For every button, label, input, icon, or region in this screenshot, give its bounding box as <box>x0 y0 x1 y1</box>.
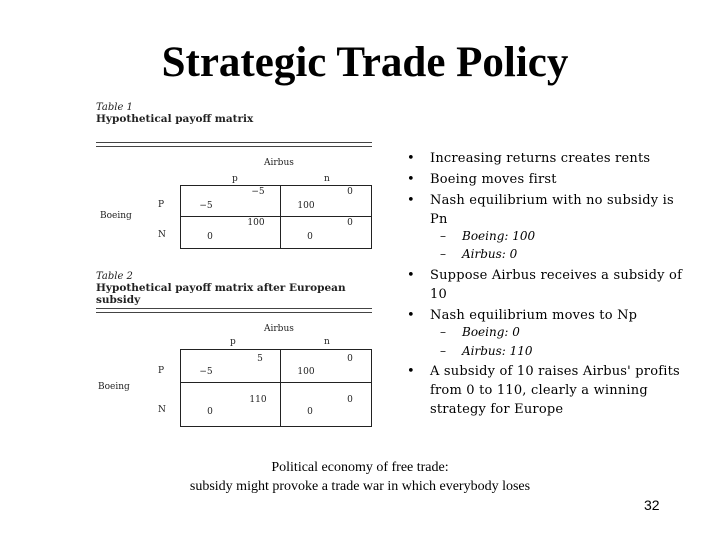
table-2-heading: Hypothetical payoff matrix after European subsidy <box>96 282 346 306</box>
table-1-rule <box>96 146 372 147</box>
payoff-table-2 <box>96 271 376 426</box>
footer-line-1: Political economy of free trade: <box>271 460 449 475</box>
table-2-cell: 5 <box>257 354 263 364</box>
table-2-col-p: p <box>230 337 236 347</box>
table-2-rule <box>96 308 372 309</box>
table-1-cell: −5 <box>199 201 213 211</box>
table-2-caption: Table 2 <box>96 271 133 282</box>
dash-icon: – <box>440 344 446 358</box>
page-number: 32 <box>644 497 660 513</box>
bullet-icon: • <box>407 308 415 323</box>
footer-line-2: subsidy might provoke a trade war in which everybody loses <box>189 479 531 494</box>
sub-bullet-text: Airbus: 0 <box>462 247 518 261</box>
payoff-table-1 <box>96 102 376 248</box>
table-2-cell: 0 <box>347 395 353 405</box>
footer-note <box>140 458 580 496</box>
bullet-text: A subsidy of 10 raises Airbus' profits from 0 to 110, clearly a winning strategy for Europe <box>430 364 680 417</box>
table-1-cell: −5 <box>251 187 265 197</box>
table-1-col-player: Airbus <box>264 158 294 168</box>
table-1-caption: Table 1 <box>96 102 133 113</box>
table-1-heading: Hypothetical payoff matrix <box>96 113 254 125</box>
bullet-text: Suppose Airbus receives a subsidy of 10 <box>430 268 683 302</box>
table-1-grid-line <box>180 216 371 217</box>
slide-title: Strategic Trade Policy <box>161 39 569 86</box>
table-2-row-player: Boeing <box>98 382 130 392</box>
table-1-row-player: Boeing <box>100 211 132 221</box>
table-2-cell: 0 <box>307 407 313 417</box>
table-1-cell: 0 <box>207 232 213 242</box>
table-1-row-n: N <box>158 230 166 240</box>
table-2-cell: 100 <box>297 367 315 377</box>
table-2-row-n: N <box>158 405 166 415</box>
table-2-rule <box>96 312 372 313</box>
table-1-col-p: p <box>232 174 238 184</box>
table-2-cell: 0 <box>347 354 353 364</box>
table-2-grid-line <box>280 349 281 426</box>
dash-icon: – <box>440 325 446 339</box>
bullet-icon: • <box>407 172 415 187</box>
bullet-icon: • <box>407 268 415 283</box>
bullet-text: Nash equilibrium moves to Np <box>430 308 638 323</box>
bullet-text: Boeing moves first <box>430 172 557 187</box>
table-2-row-p: P <box>158 366 165 376</box>
bullet-text: Increasing returns creates rents <box>430 151 651 166</box>
table-2-cell: 0 <box>207 407 213 417</box>
table-1-cell: 100 <box>247 218 265 228</box>
bullet-icon: • <box>407 151 415 166</box>
sub-bullet-text: Airbus: 110 <box>462 344 533 358</box>
table-2-grid-line <box>180 382 371 383</box>
table-1-cell: 0 <box>347 187 353 197</box>
bullet-text: Nash equilibrium with no subsidy is Pn <box>430 193 674 227</box>
table-1-rule <box>96 142 372 143</box>
table-1-cell: 100 <box>297 201 315 211</box>
table-1-row-p: P <box>158 200 165 210</box>
table-2-cell: −5 <box>199 367 213 377</box>
dash-icon: – <box>440 247 446 261</box>
table-2-col-player: Airbus <box>264 324 294 334</box>
dash-icon: – <box>440 229 446 243</box>
table-2-cell: 110 <box>249 395 267 405</box>
table-1-col-n: n <box>324 174 330 184</box>
table-1-cell: 0 <box>307 232 313 242</box>
sub-bullet-text: Boeing: 0 <box>462 325 520 339</box>
bullet-icon: • <box>407 364 415 379</box>
table-1-cell: 0 <box>347 218 353 228</box>
table-2-col-n: n <box>324 337 330 347</box>
bullet-icon: • <box>407 193 415 208</box>
sub-bullet-text: Boeing: 100 <box>462 229 536 243</box>
